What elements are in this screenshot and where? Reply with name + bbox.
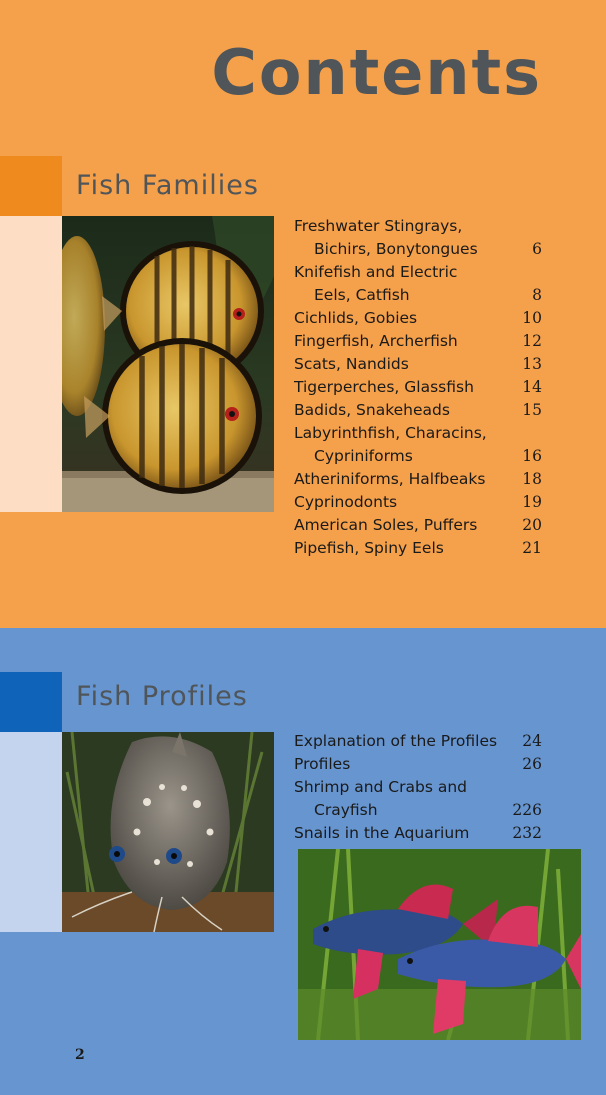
toc-entry <box>294 261 542 284</box>
fish-families-heading: Fish Families <box>76 170 259 201</box>
fish-profiles-accent-block <box>0 672 62 732</box>
toc-entry-title: Snails in the Aquarium <box>294 824 470 842</box>
toc-entry-title: Profiles <box>294 755 351 773</box>
toc-entry-title: Crayfish <box>314 801 378 819</box>
toc-entry <box>294 491 542 514</box>
toc-entry-title: Badids, Snakeheads <box>294 401 450 419</box>
toc-entry <box>294 307 542 330</box>
toc-entry-page <box>512 422 542 445</box>
toc-entry-page: 13 <box>522 355 542 373</box>
fish-profiles-toc <box>294 730 542 845</box>
catfish-photo <box>62 732 274 932</box>
toc-entry-title: Scats, Nandids <box>294 355 409 373</box>
toc-entry-title: Knifefish and Electric <box>294 263 458 281</box>
toc-entry-title: Pipefish, Spiny Eels <box>294 539 444 557</box>
toc-entry-page: 226 <box>512 801 542 819</box>
toc-entry <box>294 730 542 753</box>
toc-entry-page: 16 <box>522 447 542 465</box>
toc-entry-title: Bichirs, Bonytongues <box>314 240 478 258</box>
toc-entry <box>294 238 542 261</box>
toc-entry <box>294 376 542 399</box>
betta-fish-photo <box>298 849 581 1040</box>
toc-entry-page: 19 <box>522 493 542 511</box>
toc-entry-title: Tigerperches, Glassfish <box>294 378 474 396</box>
toc-entry <box>294 445 542 468</box>
toc-entry <box>294 799 542 822</box>
toc-entry-title: Fingerfish, Archerfish <box>294 332 458 350</box>
toc-entry-page: 18 <box>522 470 542 488</box>
toc-entry <box>294 753 542 776</box>
fish-profiles-heading: Fish Profiles <box>76 681 248 712</box>
page-title: Contents <box>211 36 542 109</box>
toc-entry-title: Labyrinthfish, Characins, <box>294 424 487 442</box>
fish-profiles-light-block <box>0 732 62 932</box>
toc-entry-title: Atheriniforms, Halfbeaks <box>294 470 486 488</box>
toc-entry-page <box>512 776 542 799</box>
toc-entry <box>294 537 542 560</box>
toc-entry-title: Cichlids, Gobies <box>294 309 418 327</box>
toc-entry-page: 24 <box>522 732 542 750</box>
toc-entry <box>294 215 542 238</box>
toc-entry-page: 8 <box>532 286 542 304</box>
toc-entry-page: 10 <box>522 309 542 327</box>
toc-entry-page <box>512 261 542 284</box>
fish-families-light-block <box>0 216 62 512</box>
toc-entry-title: Cyprinodonts <box>294 493 398 511</box>
toc-entry <box>294 284 542 307</box>
fish-families-toc <box>294 215 542 560</box>
page-number: 2 <box>75 1047 85 1063</box>
toc-entry-title: Cypriniforms <box>314 447 413 465</box>
toc-entry <box>294 399 542 422</box>
toc-entry <box>294 514 542 537</box>
toc-entry-page: 232 <box>512 824 542 842</box>
toc-entry <box>294 330 542 353</box>
toc-entry-page: 20 <box>522 516 542 534</box>
toc-entry-page <box>512 215 542 238</box>
toc-entry-page: 14 <box>522 378 542 396</box>
toc-entry <box>294 353 542 376</box>
discus-fish-photo <box>62 216 274 512</box>
toc-entry-title: Eels, Catfish <box>314 286 410 304</box>
toc-entry <box>294 822 542 845</box>
toc-entry <box>294 422 542 445</box>
toc-entry-page: 6 <box>532 240 542 258</box>
fish-families-accent-block <box>0 156 62 216</box>
toc-entry-title: Freshwater Stingrays, <box>294 217 463 235</box>
toc-entry-page: 15 <box>522 401 542 419</box>
toc-entry-page: 26 <box>522 755 542 773</box>
toc-entry-title: American Soles, Puffers <box>294 516 478 534</box>
toc-entry-title: Shrimp and Crabs and <box>294 778 467 796</box>
toc-entry-title: Explanation of the Profiles <box>294 732 498 750</box>
toc-entry-page: 21 <box>522 539 542 557</box>
toc-entry-page: 12 <box>522 332 542 350</box>
toc-entry <box>294 468 542 491</box>
toc-entry <box>294 776 542 799</box>
